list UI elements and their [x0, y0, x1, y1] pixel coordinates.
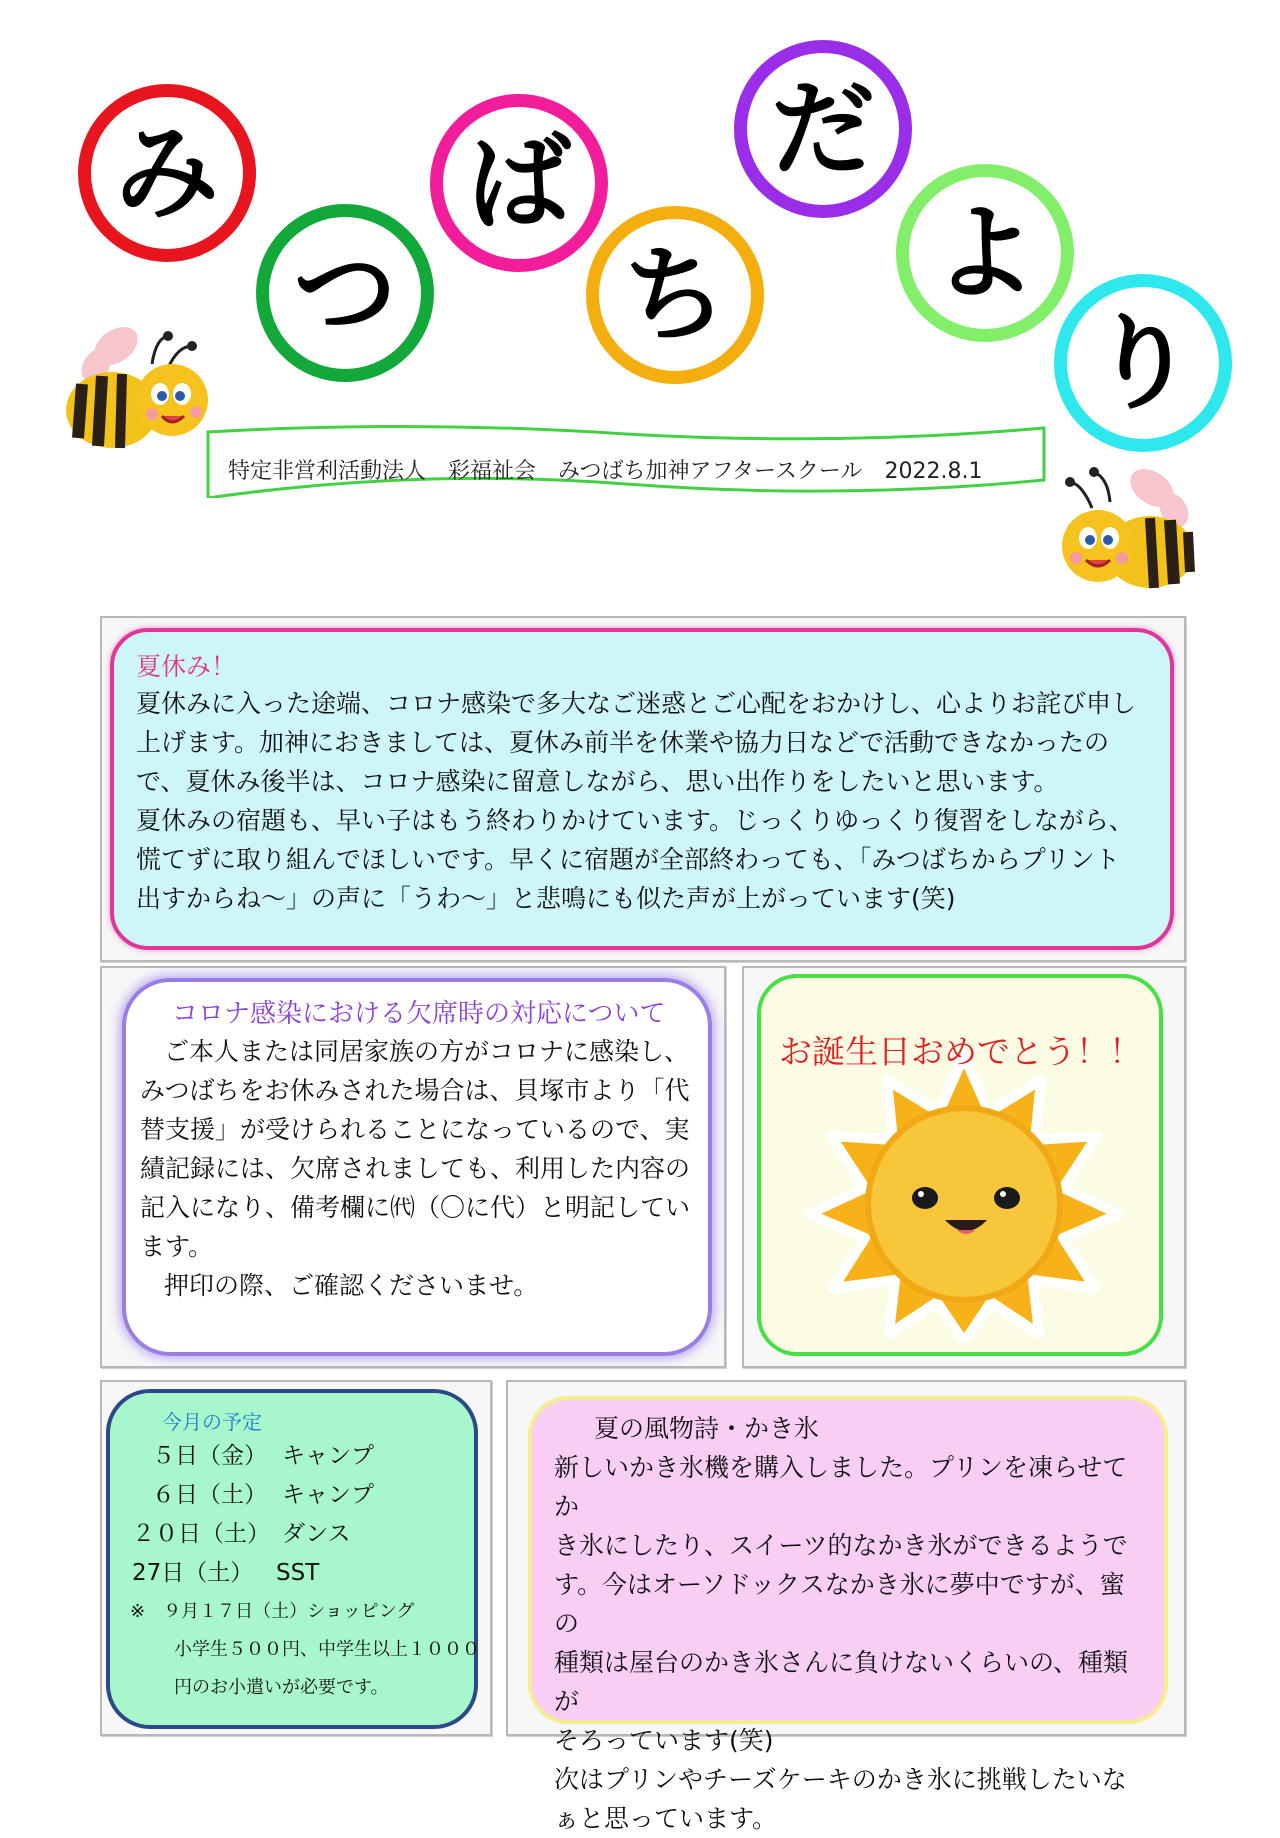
- kakigori-box: [528, 1396, 1168, 1833]
- covid-line: 押印の際、ご確認くださいませ。: [164, 1271, 539, 1300]
- title-char-ri: り: [1054, 274, 1232, 452]
- kakigori-line: す。今はオーソドックスなかき氷に夢中ですが、蜜の: [554, 1570, 1125, 1638]
- kakigori-heading: 夏の風物詩・かき氷: [594, 1414, 820, 1443]
- subtitle-text: 特定非営利活動法人 彩福祉会 みつばち加神アフタースクール 2022.8.1: [228, 459, 983, 484]
- summer-line: 夏休みに入った途端、コロナ感染で多大なご迷惑とご心配をおかけし、心よりお詫び申し: [136, 689, 1137, 718]
- schedule-item: [130, 1554, 464, 1593]
- title-char-tsu: つ: [256, 204, 434, 382]
- bee-right-illustration: [1052, 458, 1202, 608]
- schedule-box: [106, 1389, 478, 1729]
- title-char-da: だ: [734, 40, 912, 218]
- covid-line: 績記録には、欠席されましても、利用した内容の: [140, 1154, 691, 1183]
- schedule-event: ダンス: [282, 1521, 351, 1547]
- schedule-event: キャンプ: [282, 1443, 374, 1469]
- summer-line: で、夏休み後半は、コロナ感染に留意しながら、思い出作りをしたいと思います。: [136, 767, 1059, 796]
- kakigori-line: ぁと思っています。: [554, 1804, 778, 1833]
- kakigori-line: 種類は屋台のかき氷さんに負けないくらいの、種類が: [554, 1648, 1129, 1716]
- subtitle-banner: [206, 422, 1046, 498]
- schedule-heading: 今月の予定: [162, 1410, 262, 1434]
- title-char-ba: ば: [430, 94, 608, 272]
- schedule-date: ５日（金）: [152, 1443, 267, 1469]
- covid-line: 記入になり、備考欄に㈹（〇に代）と明記してい: [140, 1193, 691, 1222]
- kakigori-line: き氷にしたり、スイーツ的なかき氷ができるようで: [554, 1531, 1128, 1560]
- schedule-item: [130, 1515, 464, 1554]
- title-char-chi: ち: [586, 206, 764, 384]
- covid-line: ご本人または同居家族の方がコロナに感染し、: [164, 1037, 690, 1066]
- covid-line: ます。: [140, 1232, 214, 1261]
- summer-line: 出すからね～」の声に「うわ～」と悲鳴にも似た声が上がっています(笑): [136, 884, 956, 913]
- schedule-note: 小学生５００円、中学生以上１０００: [174, 1639, 480, 1660]
- schedule-item: [130, 1437, 464, 1476]
- summer-line: 夏休みの宿題も、早い子はもう終わりかけています。じっくりゆっくり復習をしながら、: [136, 806, 1134, 835]
- birthday-heading: お誕生日おめでとう！！: [779, 1032, 1142, 1071]
- summer-heading: 夏休み！: [136, 652, 237, 681]
- covid-heading: コロナ感染における欠席時の対応について: [172, 999, 666, 1029]
- title-char-yo: よ: [896, 164, 1074, 342]
- birthday-box: [757, 974, 1163, 1356]
- schedule-event: SST: [276, 1560, 320, 1586]
- covid-notice-box: [122, 978, 712, 1356]
- covid-line: みつばちをお休みされた場合は、貝塚市より「代: [140, 1076, 690, 1105]
- kakigori-line: 新しいかき氷機を購入しました。プリンを凍らせてか: [554, 1453, 1128, 1521]
- kakigori-line: 次はプリンやチーズケーキのかき氷に挑戦したいな: [554, 1765, 1127, 1794]
- schedule-note: ※ ９月１７日（土）ショッピング: [130, 1601, 415, 1622]
- schedule-date: 27日（土）: [132, 1560, 254, 1586]
- bee-left-illustration: [60, 318, 210, 468]
- title-char-mi: み: [78, 84, 256, 262]
- schedule-item: [130, 1476, 464, 1515]
- summer-notice-box: [110, 628, 1174, 950]
- summer-line: 慌てずに取り組んでほしいです。早くに宿題が全部終わっても、「みつばちからプリント: [136, 845, 1120, 874]
- covid-line: 替支援」が受けられることになっているので、実: [140, 1115, 690, 1144]
- schedule-note: 円のお小遣いが必要です。: [174, 1677, 389, 1698]
- kakigori-line: そろっています(笑): [554, 1726, 774, 1755]
- sun-illustration: [779, 1042, 1149, 1342]
- schedule-event: キャンプ: [282, 1482, 374, 1508]
- summer-line: 上げます。加神におきましては、夏休み前半を休業や協力日などで活動できなかったの: [136, 728, 1110, 757]
- schedule-date: ２０日（土）: [132, 1521, 270, 1547]
- schedule-date: ６日（土）: [152, 1482, 267, 1508]
